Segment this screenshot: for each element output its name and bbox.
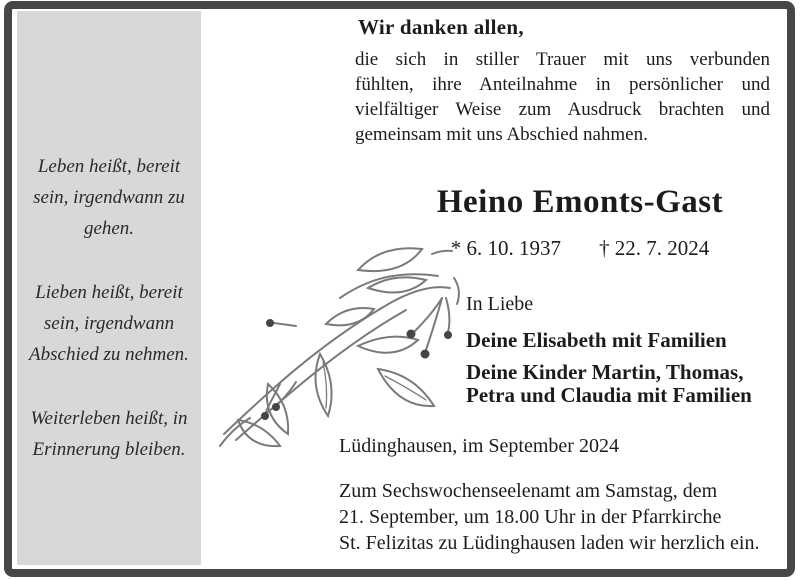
poem-line: Abschied zu nehmen. xyxy=(29,344,189,365)
poem-stanza xyxy=(25,151,193,244)
thanks-body-line: gemeinsam mit uns Abschied nahmen. xyxy=(355,124,648,145)
invitation-text xyxy=(339,478,759,556)
condolence-intro: In Liebe xyxy=(466,293,534,315)
poem-line: sein, irgendwann zu xyxy=(33,187,185,208)
deceased-name: Heino Emonts-Gast xyxy=(436,184,724,220)
family-line-children-1: Deine Kinder Martin, Thomas, xyxy=(466,360,744,384)
place-and-date: Lüdinghausen, im September 2024 xyxy=(339,435,619,457)
thanks-body-line: vielfältiger Weise zum Ausdruck brachten und xyxy=(355,99,770,120)
family-line-children xyxy=(466,361,752,407)
thanks-body xyxy=(355,47,770,147)
poem-line: sein, irgendwann xyxy=(43,313,175,334)
life-dates xyxy=(370,236,790,261)
thanks-body-line: die sich in stiller Trauer mit uns verbunden xyxy=(355,49,770,70)
poem-stanza xyxy=(25,403,193,465)
poem-line: gehen. xyxy=(83,218,135,239)
poem-stanza xyxy=(25,277,193,370)
thanks-title: Wir danken allen, xyxy=(358,15,524,39)
poem-line: Erinnerung bleiben. xyxy=(32,439,186,460)
poem-line: Lieben heißt, bereit xyxy=(35,282,183,303)
birth-date: * 6. 10. 1937 xyxy=(450,236,561,260)
invitation-line: 21. September, um 18.00 Uhr in der Pfarrkirche xyxy=(339,506,722,528)
invitation-line: Zum Sechswochenseelenamt am Samstag, dem xyxy=(339,480,718,502)
family-line-children-2: Petra und Claudia mit Familien xyxy=(466,383,752,407)
thanks-body-line: fühlten, ihre Anteilnahme in persönlicher und xyxy=(355,74,770,95)
poem-line: Weiterleben heißt, in xyxy=(30,408,188,429)
branch-illustration-icon xyxy=(210,236,466,450)
death-date: † 22. 7. 2024 xyxy=(599,236,710,260)
family-line-wife: Deine Elisabeth mit Familien xyxy=(466,328,727,352)
poem-panel xyxy=(17,11,201,565)
invitation-line: St. Felizitas zu Lüdinghausen laden wir herzlich ein. xyxy=(339,532,760,554)
poem-line: Leben heißt, bereit xyxy=(37,156,181,177)
